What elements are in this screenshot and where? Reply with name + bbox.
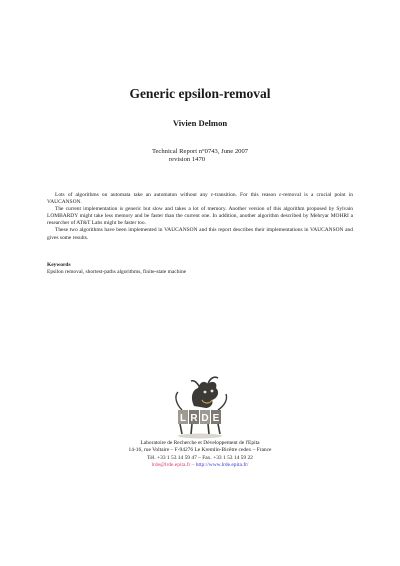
report-number: Technical Report n°0743, June 2007: [151, 148, 249, 155]
contact-separator: –: [190, 461, 196, 468]
report-info: [0, 148, 400, 164]
logo-blocks: [178, 410, 221, 434]
logo-letter: E: [212, 413, 220, 424]
lrde-logo: [164, 376, 236, 440]
author-name: Vivien Delmon: [172, 118, 228, 128]
email-link[interactable]: lrde@lrde.epita.fr: [151, 461, 191, 468]
abstract: [47, 192, 353, 242]
website-link[interactable]: http://www.lrde.epita.fr/: [195, 461, 249, 468]
abstract-paragraph: These two algorithms have been implemented in VAUCANSON and this report describes their implementations in VAUCANSON and gives some results.: [47, 227, 353, 241]
lab-phone-fax: Tél. +33 1 53 14 59 47 – Fax. +33 1 53 14 59 22: [147, 454, 253, 461]
keywords-section: [47, 262, 353, 276]
abstract-paragraph: The current implementation is generic but slow and takes a lot of memory. Another version of this algorithm proposed by Sylvain LOMBARDY might take less memory and be faster than the current one. In addition, another algorithm described by Mehryar MOHRI a researcher of AT&T Labs might be faster too.: [47, 206, 353, 227]
logo-letter: R: [190, 413, 198, 424]
lab-name: Laboratoire de Recherche et Développement de l'Epita: [140, 440, 260, 446]
abstract-paragraph: Lots of algorithms on automata take an automaton without any ε-transition. For this reason ε-removal is a crucial point in VAUCANSON.: [47, 192, 353, 206]
document-title: Generic epsilon-removal: [129, 86, 271, 101]
logo-letter: L: [179, 413, 187, 424]
lab-address-block: [0, 440, 400, 469]
keywords-heading: Keywords: [47, 262, 71, 268]
lab-address: 14-16, rue Voltaire – F-94276 Le Kremlin-Bicêtre cedex – France: [128, 447, 272, 454]
logo-letter: D: [201, 413, 209, 424]
report-revision: revision 1470: [168, 156, 206, 164]
lab-contact: [0, 462, 400, 469]
keywords-text: Epsilon removal, shortest-paths algorithms, finite-state machine: [47, 269, 187, 276]
